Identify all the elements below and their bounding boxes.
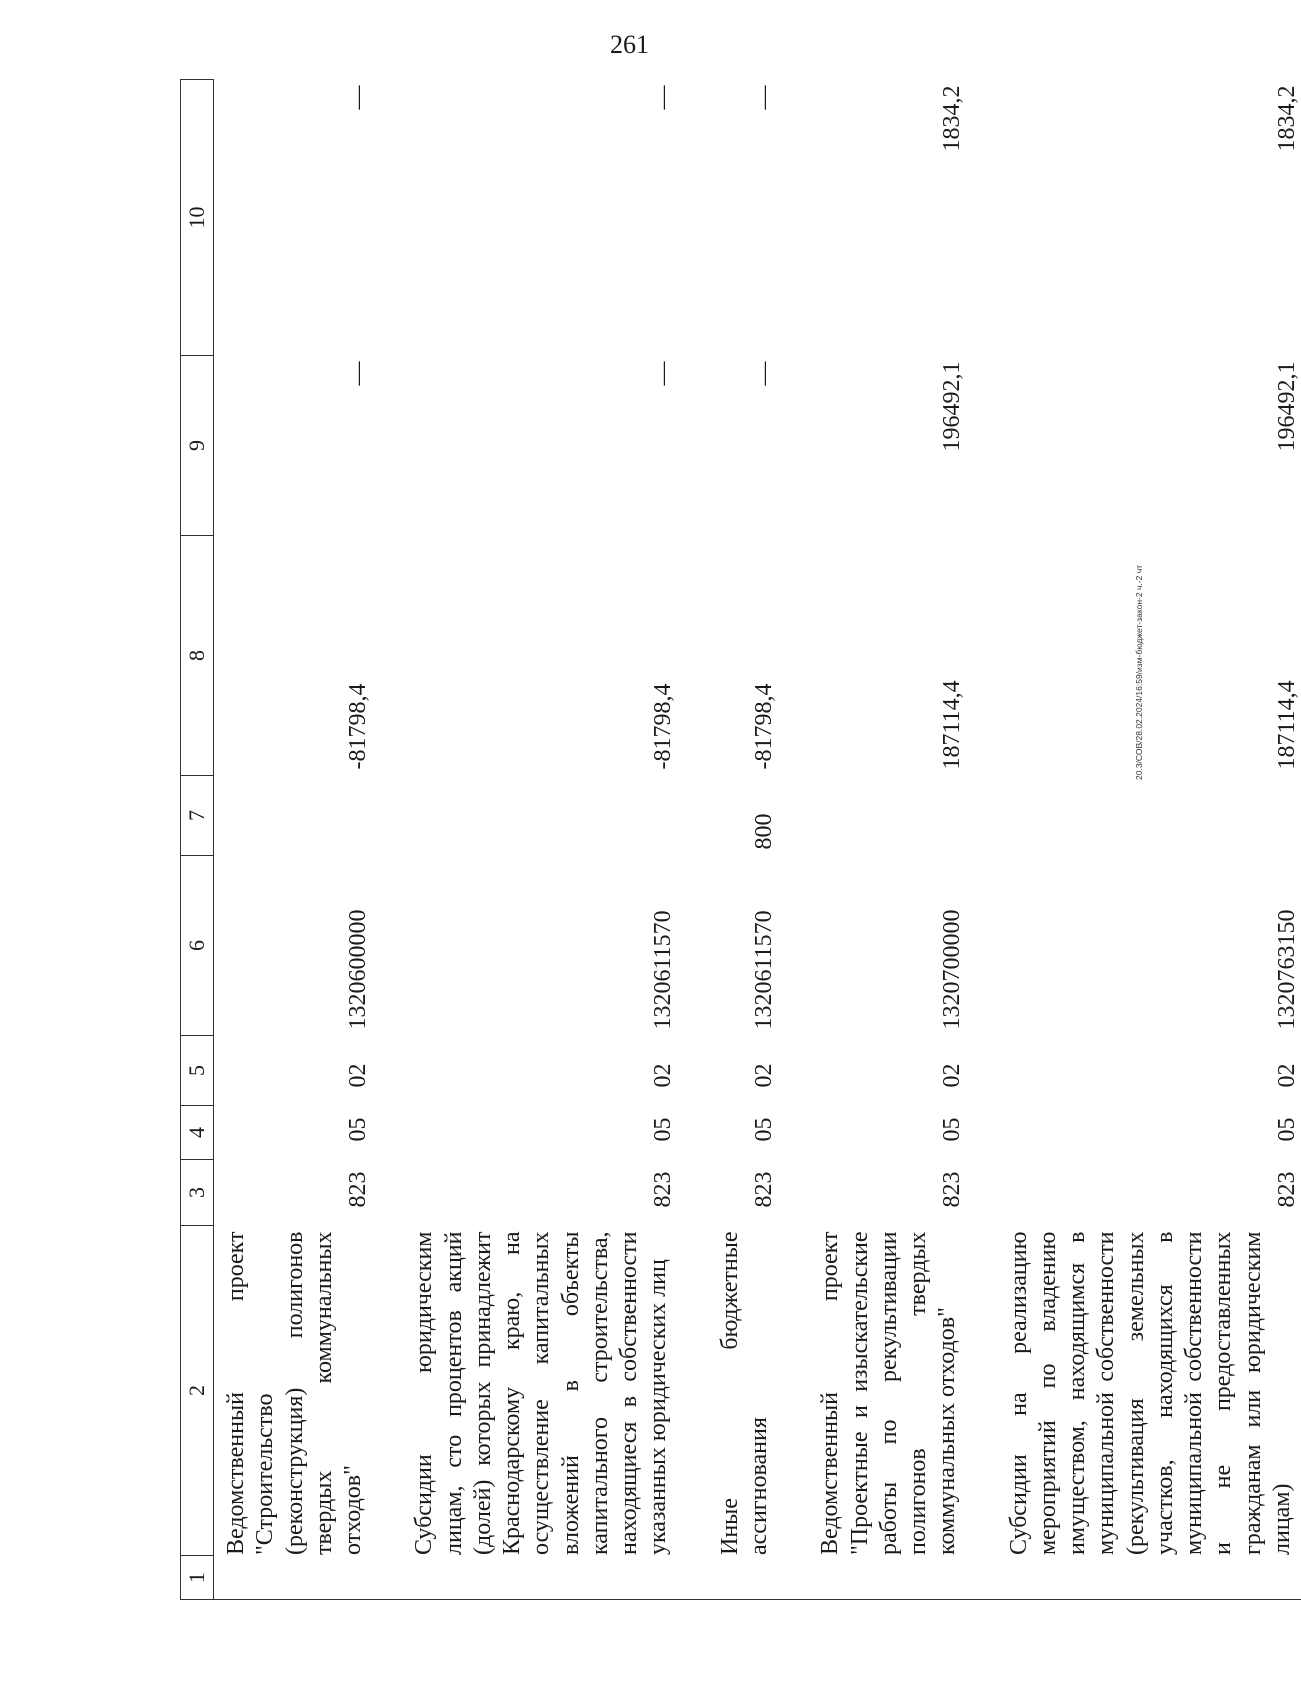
cell-c9: — — [650, 361, 677, 386]
cell-c6: 1320611570 — [750, 910, 777, 1030]
cell-c4: 05 — [750, 1117, 777, 1142]
cell-c7 — [402, 776, 677, 856]
cell-c4: 05 — [650, 1117, 677, 1142]
row-description: Субсидии юридическим лицам, сто процентов акций (долей) которых принадлежит Краснодарскому краю, на осуществление капитальных вложений в объекты капитального строительства, находящиеся в собственности указанных юридических лиц — [402, 1226, 677, 1600]
cell-c8: -81798,4 — [750, 683, 777, 770]
header-cell: 7 — [181, 776, 214, 856]
cell-c3: 823 — [345, 1171, 372, 1208]
cell-c7 — [214, 776, 373, 856]
header-cell: 5 — [181, 1036, 214, 1106]
cell-c8: -81798,4 — [345, 683, 372, 770]
cell-c6: 1320600000 — [345, 909, 372, 1030]
row-description: Субсидии на реализацию мероприятий по владению имуществом, находящимся в муниципальной собственности (рекультивация земельных участков, находящихся в муниципальной собственности и не предоставленных гражданам или юридическим лицам) — [997, 1226, 1301, 1600]
header-cell: 3 — [181, 1160, 214, 1226]
cell-c3: 823 — [939, 1171, 966, 1208]
cell-c4: 05 — [345, 1117, 372, 1142]
cell-c9: — — [345, 361, 372, 386]
cell-c8: 187114,4 — [939, 680, 966, 770]
table-row — [808, 80, 966, 1600]
cell-c5: 02 — [1273, 1063, 1300, 1088]
cell-c6: 1320763150 — [1273, 909, 1300, 1030]
cell-c6: 1320611570 — [650, 910, 677, 1030]
cell-c5: 02 — [650, 1063, 677, 1088]
cell-c10: — — [750, 85, 777, 110]
cell-c8: -81798,4 — [650, 683, 677, 770]
table-row — [997, 80, 1301, 1600]
cell-c3: 823 — [750, 1171, 777, 1208]
header-cell: 9 — [181, 356, 214, 536]
row-description: Ведомственный проект "Строительство (реконструкция) полигонов твердых коммунальных отходов" — [214, 1226, 373, 1600]
header-cell: 1 — [181, 1556, 214, 1600]
cell-c4: 05 — [939, 1117, 966, 1142]
cell-c10: 1834,2 — [1273, 85, 1300, 152]
cell-c9: 196492,1 — [1273, 361, 1300, 452]
cell-c3: 823 — [650, 1171, 677, 1208]
cell-c6: 1320700000 — [939, 909, 966, 1030]
cell-c9: 196492,1 — [939, 361, 966, 452]
table-row — [708, 80, 779, 1600]
cell-c10: — — [650, 85, 677, 110]
cell-c3: 823 — [1273, 1171, 1300, 1208]
header-cell: 4 — [181, 1106, 214, 1160]
header-cell: 6 — [181, 856, 214, 1036]
page-number: 261 — [610, 30, 649, 59]
header-cell: 8 — [181, 536, 214, 776]
cell-c4: 05 — [1273, 1117, 1300, 1142]
table-header-row — [181, 80, 214, 1600]
table-row — [402, 80, 677, 1600]
cell-c5: 02 — [939, 1063, 966, 1088]
cell-c5: 02 — [750, 1063, 777, 1088]
header-cell: 10 — [181, 80, 214, 356]
footer-code: 20.3/СОВ/28.02.2024/16:59/изм-бюджет-закон-2 ч.-2 чт — [1134, 564, 1144, 780]
cell-c10: 1834,2 — [939, 85, 966, 152]
cell-c8: 187114,4 — [1273, 680, 1300, 770]
table-row — [214, 80, 373, 1600]
row-description: Ведомственный проект "Проектные и изыскательские работы по рекультивации полигонов твердых коммунальных отходов" — [808, 1226, 966, 1600]
cell-c7 — [808, 776, 966, 856]
cell-c7: 800 — [750, 813, 777, 850]
cell-c5: 02 — [345, 1063, 372, 1088]
cell-c10: — — [345, 85, 372, 110]
header-cell: 2 — [181, 1226, 214, 1556]
budget-table — [180, 79, 1301, 1600]
cell-c9: — — [750, 361, 777, 386]
row-description: Иные бюджетные ассигнования — [708, 1226, 779, 1600]
cell-c7 — [997, 776, 1301, 856]
